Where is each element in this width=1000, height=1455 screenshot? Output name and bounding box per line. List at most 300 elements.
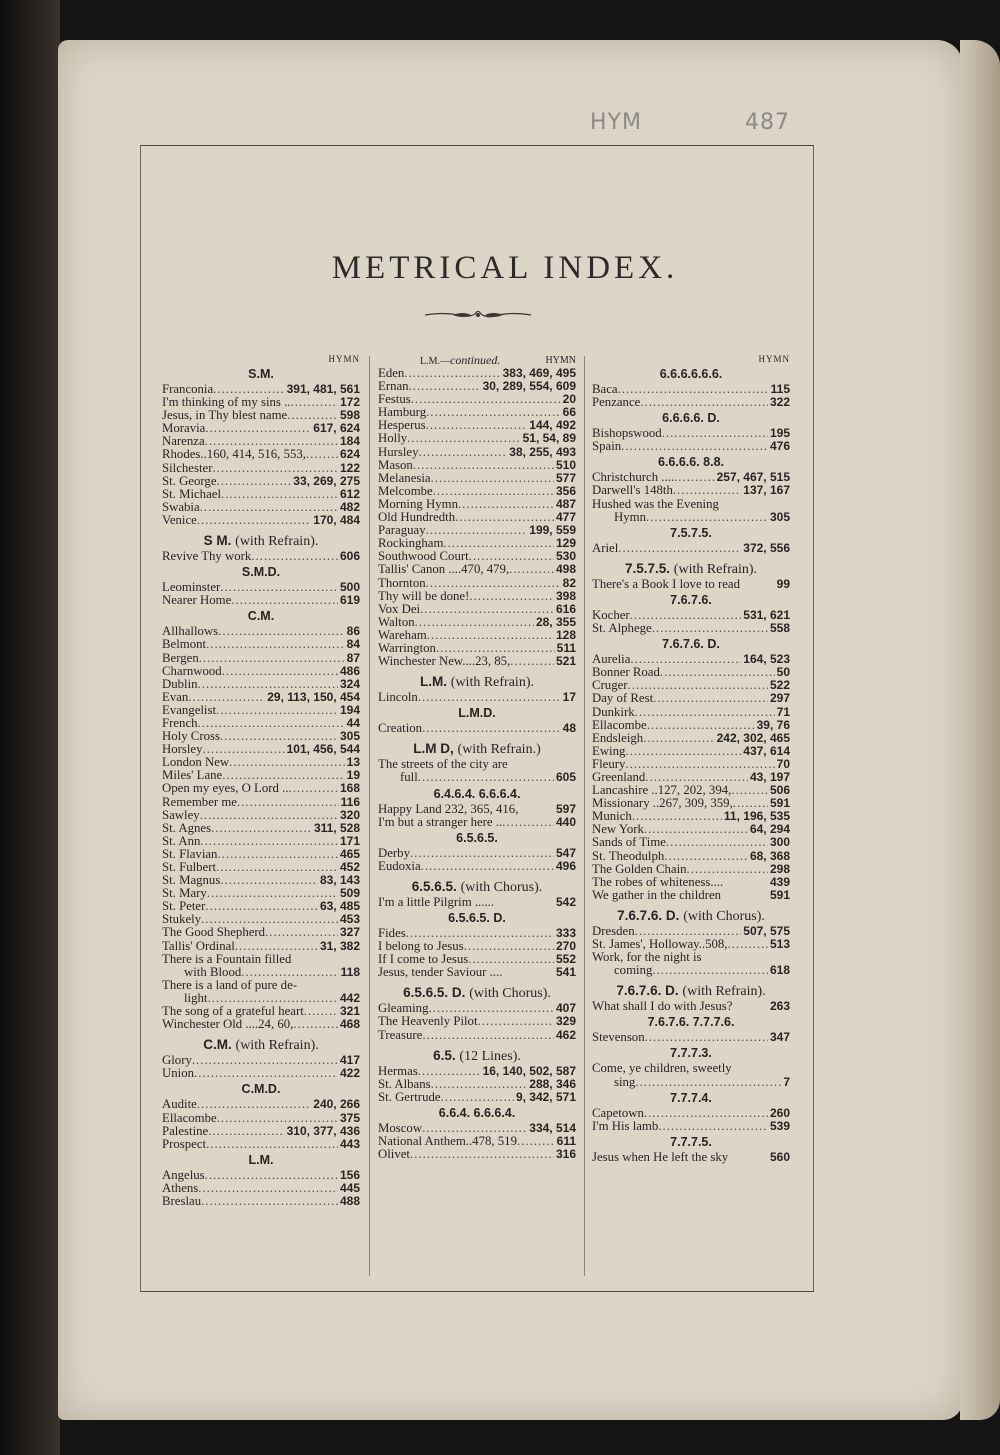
meter-qualifier: (with Refrain). — [682, 984, 766, 1000]
tune-name: Old Hundredth — [378, 510, 456, 525]
index-entry — [378, 629, 576, 642]
index-entry — [162, 594, 360, 607]
tune-name: Remember me — [162, 794, 237, 809]
meter-label: 6.4.6.4. 6.6.6.4. — [433, 786, 521, 801]
meter-label: 7.5.7.5. — [624, 560, 671, 576]
tune-name: Winchester Old ....24, 60, — [162, 1017, 294, 1032]
section-heading — [592, 455, 790, 470]
index-entry — [592, 732, 790, 745]
hymn-numbers: 20 — [562, 392, 576, 407]
tune-name: Glory — [162, 1053, 192, 1068]
index-entry — [162, 809, 360, 822]
tune-name: Fides — [378, 926, 406, 940]
hymn-numbers: 521 — [555, 654, 576, 669]
dot-leader — [458, 498, 554, 511]
hymn-numbers: 99 — [776, 576, 790, 591]
hymn-numbers: 542 — [555, 894, 576, 909]
dot-leader — [291, 396, 338, 409]
dot-leader — [201, 1195, 338, 1208]
tune-name: Aurelia — [592, 652, 631, 667]
meter-qualifier: (with Refrain). — [235, 534, 319, 550]
index-entry — [592, 542, 790, 555]
dot-leader — [673, 484, 741, 497]
tune-name: Mason — [378, 457, 413, 472]
hymn-numbers: 316 — [555, 1147, 576, 1162]
tune-name: Open my eyes, O Lord .. — [162, 781, 289, 796]
meter-label: S M. — [203, 533, 232, 549]
index-entry — [592, 484, 790, 497]
meter-label: 6.6.4. 6.6.6.4. — [438, 1105, 516, 1120]
dot-leader — [410, 847, 554, 860]
hymn-numbers: 439 — [769, 874, 790, 889]
hymn-numbers: 305 — [769, 509, 790, 524]
meter-label: 7.6.7.6. D. — [617, 907, 680, 923]
dot-leader — [217, 475, 292, 488]
hymn-numbers: 488 — [339, 1193, 360, 1208]
hymn-numbers: 50 — [776, 665, 790, 680]
dot-leader — [625, 758, 774, 771]
dot-leader — [251, 550, 338, 563]
tune-name: Derby — [378, 845, 410, 860]
dot-leader — [220, 874, 318, 887]
hymn-numbers: 477 — [555, 510, 576, 525]
hymn-numbers: 356 — [555, 483, 576, 498]
tune-name: The song of a grateful heart — [162, 1004, 304, 1019]
hymn-numbers: 391, 481, 561 — [286, 382, 360, 396]
index-entry — [162, 1195, 360, 1208]
tune-name: Stevenson — [592, 1030, 645, 1045]
tune-name: Olivet — [378, 1147, 410, 1162]
tune-name: St. James', Holloway..508, — [592, 937, 728, 951]
hymn-numbers: 372, 556 — [743, 540, 790, 555]
section-heading — [592, 637, 790, 652]
tune-name: Holy Cross — [162, 729, 220, 744]
tune-name: Endsleigh — [592, 730, 644, 745]
hymn-numbers: 242, 302, 465 — [716, 730, 790, 745]
index-entry — [378, 459, 576, 472]
tune-name: Rockingham — [378, 536, 444, 551]
hymn-numbers: 476 — [769, 439, 790, 454]
index-entry — [592, 1120, 790, 1133]
index-column-3 — [592, 354, 790, 1164]
pencil-note-left: HYM — [590, 110, 642, 135]
tune-name: Lancashire ..127, 202, 394, — [592, 783, 732, 798]
tune-name: Jesus, tender Saviour .... — [378, 965, 503, 980]
hymn-numbers: 195 — [769, 426, 790, 441]
tune-name: New York — [592, 822, 644, 837]
dot-leader — [635, 706, 775, 719]
hymn-numbers: 324 — [339, 676, 360, 691]
index-entry — [162, 1098, 360, 1111]
tune-name: Ernan — [378, 379, 409, 394]
hymn-numbers: 333 — [555, 926, 576, 940]
hymn-numbers: 619 — [339, 593, 360, 608]
section-heading — [592, 561, 790, 577]
dot-leader — [664, 850, 748, 863]
section-heading — [162, 1153, 360, 1168]
page-title: METRICAL INDEX. — [331, 250, 679, 286]
tune-name: Belmont — [162, 637, 207, 652]
tune-name: Horsley — [162, 742, 203, 757]
hymn-numbers: 31, 382 — [319, 938, 360, 953]
dot-leader — [217, 848, 338, 861]
tune-name: Dublin — [162, 676, 198, 691]
index-entry — [592, 1000, 790, 1013]
hymn-numbers: 300 — [769, 835, 790, 850]
hymn-numbers: 465 — [339, 846, 360, 861]
hymn-column-header: HYMN — [758, 354, 790, 364]
hymn-numbers: 598 — [339, 408, 360, 423]
tune-name: St. Agnes — [162, 820, 212, 835]
hymn-numbers: 86 — [346, 624, 360, 639]
tune-name: Ewing — [592, 743, 626, 758]
hymn-numbers: 82 — [562, 575, 576, 590]
meter-label: L.M. — [420, 674, 448, 690]
tune-name: Ariel — [592, 540, 619, 555]
dot-leader — [205, 900, 318, 913]
dot-leader — [621, 440, 768, 453]
tune-name: Angelus — [162, 1167, 205, 1182]
dot-leader — [731, 784, 768, 797]
tune-name: The streets of the city are — [378, 757, 508, 772]
index-entry — [378, 485, 576, 498]
dot-leader — [212, 462, 338, 475]
dot-leader — [293, 1018, 338, 1031]
hymn-numbers: 440 — [555, 814, 576, 829]
index-entry — [162, 782, 360, 795]
index-entry — [162, 550, 360, 563]
index-entry — [592, 692, 790, 705]
dot-leader — [229, 756, 344, 769]
tune-name: Wareham — [378, 627, 427, 642]
dot-leader — [420, 603, 554, 616]
dot-leader — [426, 577, 561, 590]
hymn-numbers: 116 — [340, 794, 360, 809]
tune-name: Sawley — [162, 807, 200, 822]
tune-name: Winchester New....23, 85, — [378, 654, 511, 669]
tune-name: Athens — [162, 1180, 199, 1195]
tune-name: Sands of Time — [592, 835, 666, 850]
tune-name: Ellacombe — [162, 1110, 217, 1125]
tune-name: with Blood — [184, 964, 242, 979]
tune-name: The Golden Chain — [592, 861, 687, 876]
hymn-numbers: 172 — [339, 395, 360, 410]
index-entry — [162, 796, 360, 809]
hymn-numbers: 270 — [555, 939, 576, 954]
tune-name: Vox Dei — [378, 601, 421, 616]
dot-leader — [632, 810, 722, 823]
index-entry — [378, 896, 576, 909]
tune-name: St. Albans — [378, 1076, 431, 1091]
dot-leader — [192, 1054, 338, 1067]
tune-name: Jesus when He left the sky — [592, 1149, 729, 1164]
dot-leader — [200, 501, 338, 514]
tune-name: Hesperus — [378, 418, 426, 433]
index-entry — [592, 745, 790, 758]
tune-name: Franconia — [162, 382, 214, 396]
hymn-numbers: 137, 167 — [743, 483, 790, 498]
hymn-numbers: 321 — [339, 1004, 360, 1019]
dot-leader — [644, 1107, 768, 1120]
meter-qualifier: (with Refrain). — [235, 1038, 319, 1054]
dot-leader — [265, 926, 338, 939]
tune-name: Dresden — [592, 923, 635, 938]
tune-name: Evan — [162, 689, 189, 704]
hymn-numbers: 311, 528 — [313, 820, 360, 835]
tune-name: Bonner Road — [592, 665, 660, 680]
dot-leader — [237, 796, 339, 809]
section-heading — [162, 1037, 360, 1053]
hymn-numbers: 122 — [339, 460, 360, 475]
index-entry — [162, 979, 360, 992]
dot-leader — [646, 511, 768, 524]
tune-name: Darwell's 148th — [592, 483, 673, 498]
hymn-numbers: 443 — [339, 1136, 360, 1151]
dot-leader — [407, 432, 520, 445]
tune-name: Hamburg — [378, 405, 427, 420]
dot-leader — [422, 1029, 554, 1042]
dot-leader — [426, 419, 528, 432]
dot-leader — [200, 809, 338, 822]
hymn-numbers: 101, 456, 544 — [286, 742, 360, 757]
section-heading — [378, 741, 576, 757]
tune-name: Union — [162, 1066, 194, 1081]
meter-label: 6.5.6.5. — [411, 878, 457, 894]
dot-leader — [304, 1005, 338, 1018]
hymn-numbers: 128 — [555, 627, 576, 642]
tune-name: St. George — [162, 473, 217, 488]
index-entry — [378, 803, 576, 816]
tune-name: Warrington — [378, 640, 436, 655]
meter-label: 6.5.6.5. D. — [448, 911, 506, 925]
hymn-numbers: 507, 575 — [743, 923, 790, 938]
hymn-numbers: 560 — [769, 1149, 790, 1164]
hymn-numbers: 452 — [339, 860, 360, 874]
tune-name: coming — [614, 963, 653, 978]
dot-leader — [431, 472, 554, 485]
dot-leader — [221, 488, 338, 501]
hymn-numbers: 606 — [339, 549, 360, 564]
tune-name: Happy Land 232, 365, 416, — [378, 801, 519, 816]
index-entry — [592, 850, 790, 863]
index-entry — [592, 863, 790, 876]
hymn-numbers: 577 — [555, 470, 576, 485]
tune-name: Festus — [378, 392, 411, 407]
meter-label: 7.6.7.6. D. — [616, 983, 679, 999]
tune-name: Audite — [162, 1097, 197, 1112]
meter-qualifier: (with Refrain). — [450, 675, 534, 691]
hymn-numbers: 531, 621 — [743, 607, 790, 622]
hymn-numbers: 322 — [769, 395, 790, 410]
continued-prefix: L.M.— — [420, 356, 450, 367]
tune-name: Leominster — [162, 580, 221, 595]
hymn-numbers: 407 — [555, 1001, 576, 1016]
index-entry — [162, 926, 360, 939]
tune-name: Melanesia — [378, 470, 431, 485]
tune-name: St. Ann — [162, 833, 201, 848]
hymn-numbers: 506 — [769, 783, 790, 798]
hymn-numbers: 558 — [769, 621, 790, 636]
tune-name: Bishopswood — [592, 426, 662, 441]
tune-name: The Heavenly Pilot — [378, 1014, 478, 1029]
dot-leader — [207, 887, 338, 900]
dot-leader — [662, 427, 768, 440]
dot-leader — [208, 1125, 284, 1138]
dot-leader — [618, 542, 741, 555]
tune-name: Southwood Court — [378, 549, 469, 564]
hymn-numbers: 144, 492 — [529, 418, 576, 433]
section-heading — [378, 1048, 576, 1064]
hymn-numbers: 509 — [339, 886, 360, 901]
hymn-numbers: 605 — [555, 770, 576, 785]
dot-leader — [211, 822, 312, 835]
meter-label: L.M D, — [413, 741, 454, 757]
index-entry — [162, 953, 360, 966]
index-entry — [162, 665, 360, 678]
hymn-numbers: 496 — [555, 858, 576, 873]
dot-leader — [674, 471, 714, 484]
index-entry — [592, 876, 790, 889]
meter-label: 7.7.7.5. — [670, 1134, 712, 1149]
hymn-numbers: 375 — [339, 1110, 360, 1125]
dot-leader — [220, 581, 338, 594]
dot-leader — [653, 692, 768, 705]
hymn-numbers: 168 — [339, 781, 360, 796]
hymn-numbers: 68, 368 — [749, 848, 790, 863]
index-entry — [162, 691, 360, 704]
index-entry — [592, 396, 790, 409]
index-entry — [162, 501, 360, 514]
index-column-2 — [378, 354, 576, 1161]
index-entry — [378, 691, 576, 704]
tune-name: St. Peter — [162, 899, 206, 914]
tune-name: St. Gertrude — [378, 1089, 441, 1104]
hymn-numbers: 510 — [555, 457, 576, 472]
index-entry — [162, 1018, 360, 1031]
hymn-numbers: 383, 469, 495 — [502, 366, 576, 380]
hymn-numbers: 541 — [555, 965, 576, 980]
dot-leader — [421, 860, 554, 873]
dot-leader — [241, 966, 338, 979]
index-entry — [162, 1112, 360, 1125]
index-entry — [592, 498, 790, 511]
section-heading — [592, 526, 790, 541]
hymn-numbers: 64, 294 — [749, 822, 790, 837]
tune-name: Moscow — [378, 1120, 423, 1135]
dot-leader — [199, 652, 345, 665]
index-entry — [162, 462, 360, 475]
hymn-numbers: 171 — [339, 833, 360, 848]
hymn-numbers: 530 — [555, 549, 576, 564]
index-entry — [378, 590, 576, 603]
dot-leader — [216, 704, 338, 717]
meter-label: C.M. — [247, 609, 275, 624]
tune-name: Tallis' Ordinal — [162, 938, 235, 953]
index-entry — [378, 860, 576, 873]
tune-name: Eden — [378, 366, 405, 380]
hymn-numbers: 500 — [339, 580, 360, 595]
tune-name: Evangelist — [162, 702, 217, 717]
index-entry — [162, 1169, 360, 1182]
hymn-numbers: 115 — [770, 382, 790, 396]
tune-name: St. Magnus — [162, 873, 221, 888]
hymn-numbers: 482 — [339, 499, 360, 514]
index-entry — [592, 1031, 790, 1044]
tune-name: There is a Fountain filled — [162, 951, 292, 966]
tune-name: What shall I do with Jesus? — [592, 999, 733, 1014]
section-heading — [378, 706, 576, 721]
tune-name: Munich — [592, 809, 632, 824]
dot-leader — [418, 771, 554, 784]
meter-label: L.M.D. — [458, 706, 496, 721]
dot-leader — [666, 836, 768, 849]
index-entry — [592, 889, 790, 902]
index-entry — [162, 488, 360, 501]
meter-qualifier: (with Refrain). — [673, 561, 757, 577]
tune-name: Stukely — [162, 912, 202, 927]
index-entry — [378, 432, 576, 445]
tune-name: Paraguay — [378, 523, 426, 538]
hymn-numbers: 539 — [769, 1118, 790, 1133]
dot-leader — [625, 745, 741, 758]
tune-name: Prospect — [162, 1136, 207, 1151]
tune-name: The robes of whiteness.... — [592, 874, 724, 889]
hymn-numbers: 71 — [776, 704, 790, 719]
section-heading — [378, 831, 576, 846]
index-entry — [592, 1151, 790, 1164]
index-entry — [162, 638, 360, 651]
index-entry — [592, 964, 790, 977]
index-entry — [592, 1062, 790, 1075]
column-entries — [592, 367, 790, 1164]
tune-name: Thornton — [378, 575, 426, 590]
hymn-numbers: 43, 197 — [749, 769, 790, 784]
section-heading — [162, 609, 360, 624]
tune-name: Rhodes..160, 414, 516, 553, — [162, 447, 306, 462]
section-heading — [162, 565, 360, 580]
tune-name: Moravia — [162, 421, 206, 436]
dot-leader — [427, 629, 554, 642]
tune-name: Walton — [378, 614, 415, 629]
meter-label: 7.6.7.6. — [670, 592, 712, 607]
tune-name: Hymn — [614, 509, 646, 524]
tune-name: Hursley — [378, 444, 419, 459]
section-heading — [592, 367, 790, 382]
section-heading — [592, 411, 790, 426]
index-entry — [378, 655, 576, 668]
tune-name: We gather in the children — [592, 887, 722, 902]
section-heading — [592, 983, 790, 999]
hymn-numbers: 417 — [339, 1053, 360, 1068]
ornament-divider — [423, 308, 533, 322]
dot-leader — [206, 638, 345, 651]
tune-name: There's a Book I love to read — [592, 576, 740, 591]
hymn-numbers: 9, 342, 571 — [515, 1089, 576, 1104]
dot-leader — [197, 514, 311, 527]
hymn-numbers: 327 — [339, 925, 360, 940]
dot-leader — [464, 940, 554, 953]
index-column-1 — [162, 354, 360, 1208]
meter-label: 6.6.6.6.6.6. — [659, 367, 723, 381]
index-entry — [162, 835, 360, 848]
hymn-numbers: 129 — [555, 536, 576, 551]
dot-leader — [419, 446, 508, 459]
section-heading — [592, 908, 790, 924]
hymn-numbers: 297 — [769, 691, 790, 706]
hymn-numbers: 199, 559 — [529, 523, 576, 538]
hymn-numbers: 617, 624 — [313, 421, 360, 436]
hymn-numbers: 7 — [783, 1074, 790, 1089]
